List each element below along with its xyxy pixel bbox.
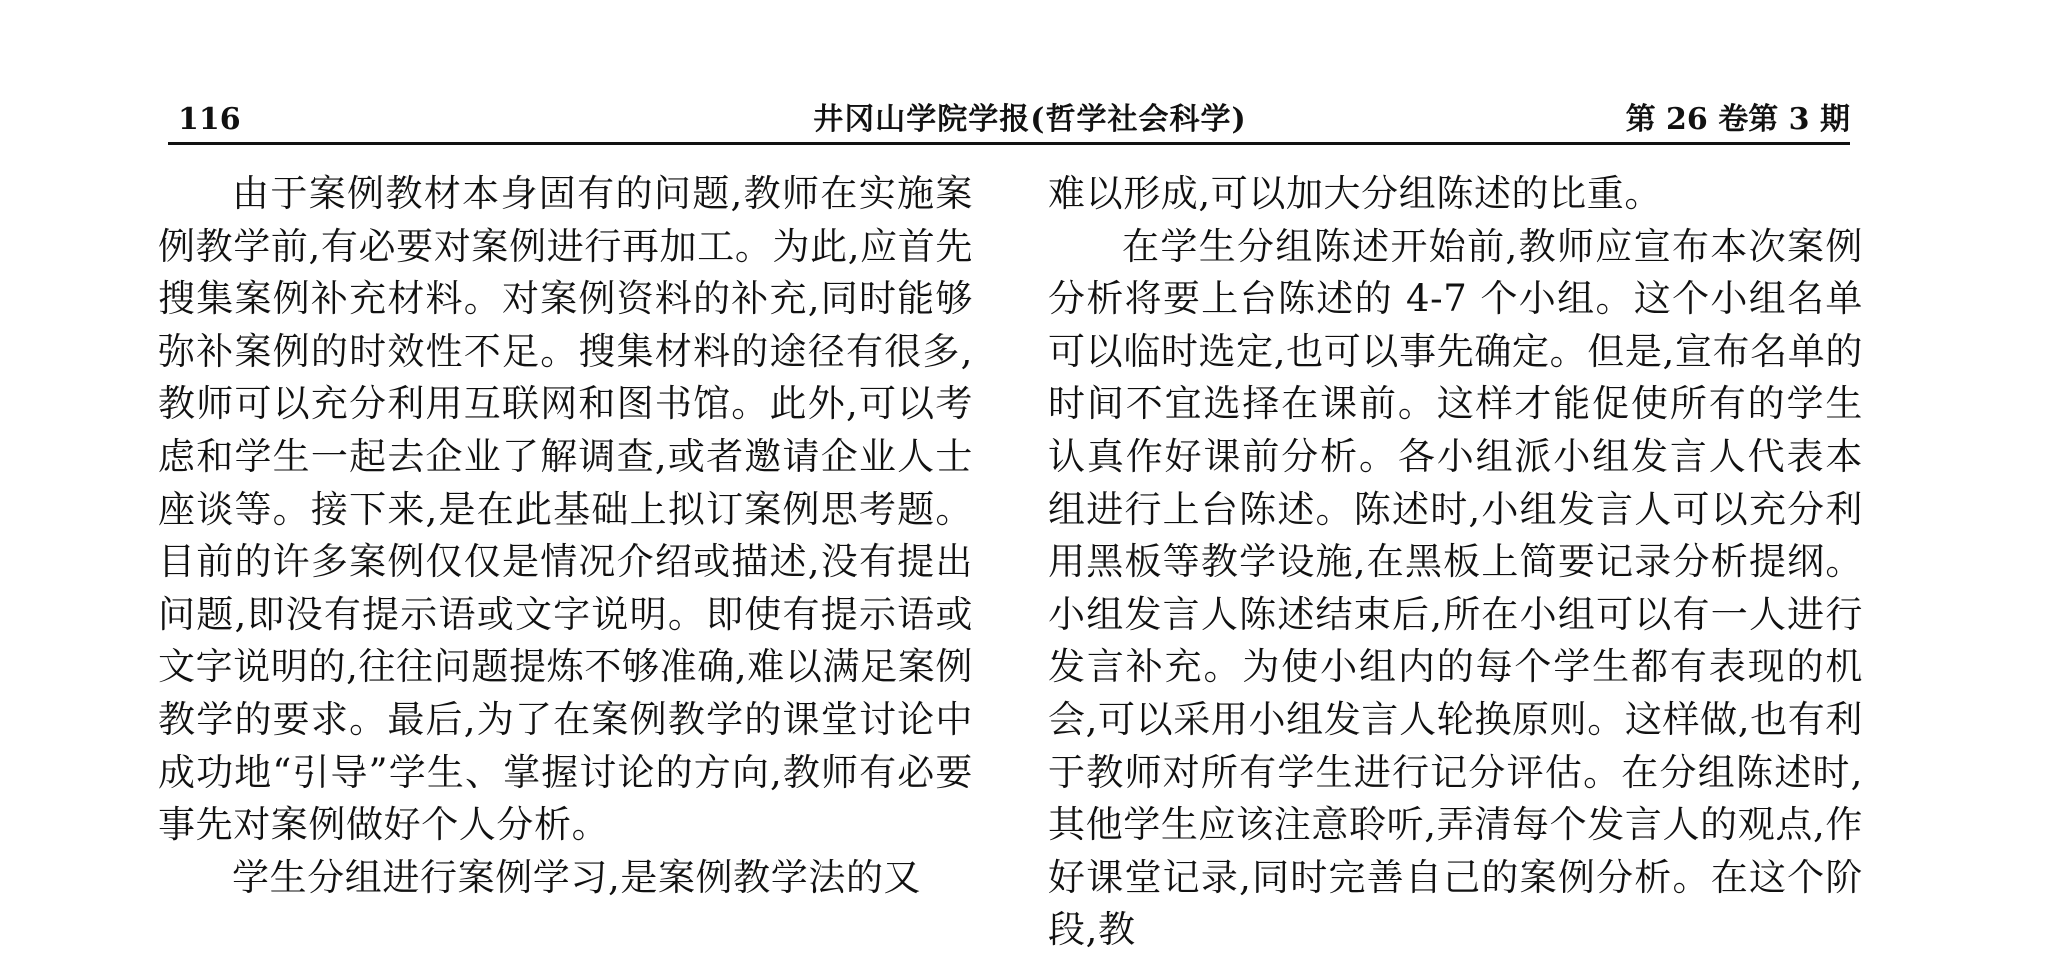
paragraph-continuation: 难以形成,可以加大分组陈述的比重。 <box>1048 172 1662 215</box>
page-header <box>0 0 2070 160</box>
issue-info: 第 26 卷第 3 期 <box>1625 102 1850 137</box>
page-number: 116 <box>178 102 241 137</box>
header-rule <box>168 142 1850 145</box>
paragraph: 由于案例教材本身固有的问题,教师在实施案例教学前,有必要对案例进行再加工。为此,应首先搜集案例补充材料。对案例资料的补充,同时能够弥补案例的时效性不足。搜集材料的途径有很多,教师可以充分利用互联网和图书馆。此外,可以考虑和学生一起去企业了解调查,或者邀请企业人士座谈等。接下来,是在此基础上拟订案例思考题。目前的许多案例仅仅是情况介绍或描述,没有提出问题,即没有提示语或文字说明。即使有提示语或文字说明的,往往问题提炼不够准确,难以满足案例教学的要求。最后,为了在案例教学的课堂讨论中成功地“引导”学生、掌握讨论的方向,教师有必要事先对案例做好个人分析。 <box>158 172 973 847</box>
left-column <box>158 168 973 904</box>
paragraph: 在学生分组陈述开始前,教师应宣布本次案例分析将要上台陈述的 4-7 个小组。这个小组名单可以临时选定,也可以事先确定。但是,宣布名单的时间不宜选择在课前。这样才能促使所有的学生认真作好课前分析。各小组派小组发言人代表本组进行上台陈述。陈述时,小组发言人可以充分利用黑板等教学设施,在黑板上简要记录分析提纲。小组发言人陈述结束后,所在小组可以有一人进行发言补充。为使小组内的每个学生都有表现的机会,可以采用小组发言人轮换原则。这样做,也有利于教师对所有学生进行记分评估。在分组陈述时,其他学生应该注意聆听,弄清每个发言人的观点,作好课堂记录,同时完善自己的案例分析。在这个阶段,教 <box>1048 224 1863 952</box>
journal-title: 井冈山学院学报(哲学社会科学) <box>813 102 1247 137</box>
paragraph: 学生分组进行案例学习,是案例教学法的又 <box>232 855 922 899</box>
right-column <box>1048 168 1863 957</box>
